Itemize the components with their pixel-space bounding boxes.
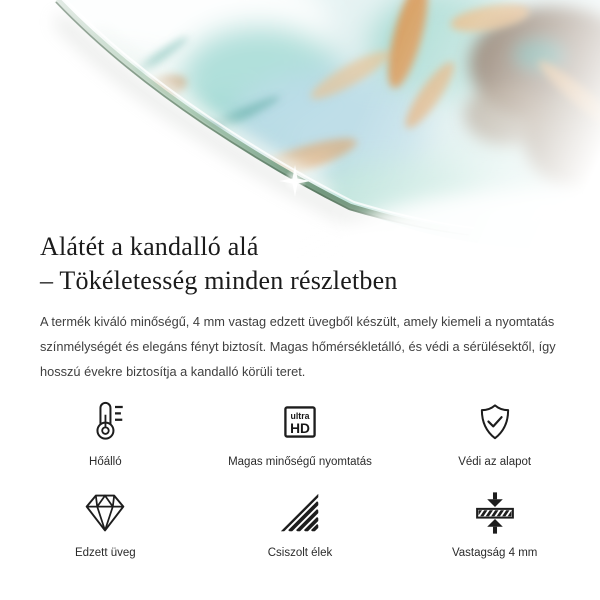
polished-edges-icon	[279, 490, 321, 536]
feature-label: Csiszolt élek	[267, 547, 333, 559]
feature-label: Védi az alapot	[458, 456, 532, 468]
thermometer-icon	[85, 399, 125, 445]
svg-text:ultra: ultra	[290, 411, 310, 422]
feature-grid	[8, 399, 592, 559]
feature-tempered-glass	[8, 490, 203, 559]
page-title-line2: – Tökéletesség minden részletben	[40, 266, 398, 295]
feature-label: Hőálló	[89, 456, 122, 468]
feature-protects-base	[397, 399, 592, 468]
thickness-icon	[473, 490, 517, 536]
feature-thickness	[397, 490, 592, 559]
feature-polished-edges	[203, 490, 398, 559]
feature-label: Vastagság 4 mm	[451, 547, 538, 559]
feature-high-quality-print	[203, 399, 398, 468]
product-image	[0, 0, 600, 258]
ultra-hd-icon	[280, 399, 320, 445]
feature-label: Magas minőségű nyomtatás	[228, 456, 372, 468]
product-description: A termék kiváló minőségű, 4 mm vastag edzett üvegből készült, amely kiemeli a nyomtatás színmélységét és elegáns fényt biztosít. Magas hőmérsékletálló, és védi a sérülésektől, így hosszú évekre biztosítja a kandalló körüli teret.	[40, 314, 556, 379]
page-title-line1: Alátét a kandalló alá	[40, 232, 259, 261]
feature-label: Edzett üveg	[74, 547, 136, 559]
svg-text:HD: HD	[290, 420, 310, 436]
shield-check-icon	[474, 399, 516, 445]
diamond-icon	[82, 490, 128, 536]
feature-heat-resistant	[8, 399, 203, 468]
page-title	[40, 230, 398, 298]
